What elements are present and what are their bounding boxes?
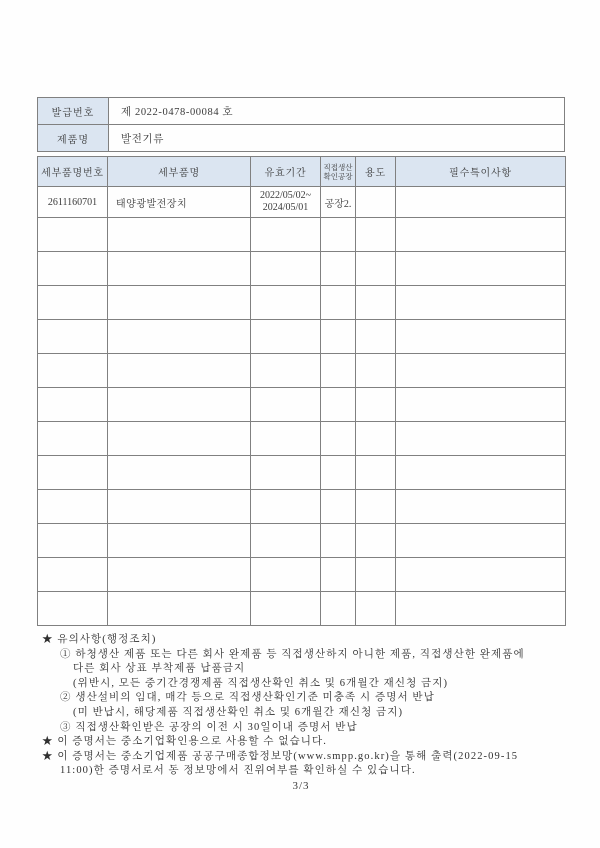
table-data-row xyxy=(38,187,566,218)
product-name-row xyxy=(38,125,565,152)
table-cell-empty xyxy=(108,592,251,626)
table-cell-empty xyxy=(321,252,356,286)
table-cell-empty xyxy=(38,218,108,252)
table-cell-empty xyxy=(108,354,251,388)
table-cell-empty xyxy=(356,354,396,388)
table-cell-empty xyxy=(108,558,251,592)
table-row-empty xyxy=(38,524,566,558)
note-line: 11:00)한 증명서로서 동 정보망에서 진위여부를 확인하실 수 있습니다. xyxy=(60,765,416,777)
table-cell-empty xyxy=(108,388,251,422)
cell-confirmed-factory: 공장2. xyxy=(321,187,356,218)
table-cell-empty xyxy=(396,422,566,456)
issuance-number-value: 제 2022-0478-00084 호 xyxy=(109,98,565,125)
table-cell-empty xyxy=(321,388,356,422)
table-cell-empty xyxy=(38,388,108,422)
table-cell-empty xyxy=(321,218,356,252)
table-cell-empty xyxy=(38,286,108,320)
table-cell-empty xyxy=(396,354,566,388)
product-detail-table xyxy=(37,156,566,626)
note-line: 다른 회사 상표 부착제품 납품금지 xyxy=(73,663,246,675)
issuance-info-table xyxy=(37,97,565,152)
table-cell-empty xyxy=(396,456,566,490)
table-cell-empty xyxy=(38,524,108,558)
document-body xyxy=(37,97,565,792)
notes-section xyxy=(37,633,565,779)
table-cell-empty xyxy=(321,592,356,626)
table-cell-empty xyxy=(38,558,108,592)
table-cell-empty xyxy=(396,320,566,354)
table-cell-empty xyxy=(251,218,321,252)
table-cell-empty xyxy=(356,490,396,524)
table-cell-empty xyxy=(321,456,356,490)
header-detail-code: 세부품명번호 xyxy=(38,157,108,187)
cell-usage xyxy=(356,187,396,218)
table-row-empty xyxy=(38,456,566,490)
table-row-empty xyxy=(38,490,566,524)
table-cell-empty xyxy=(356,388,396,422)
table-header-row xyxy=(38,157,566,187)
note-line: ★ 유의사항(행정조치) xyxy=(42,634,157,645)
table-cell-empty xyxy=(251,558,321,592)
table-cell-empty xyxy=(321,422,356,456)
note-line: (미 반납시, 해당제품 직접생산확인 취소 및 6개월간 재신청 금지) xyxy=(73,706,404,718)
table-cell-empty xyxy=(356,592,396,626)
table-row-empty xyxy=(38,218,566,252)
table-cell-empty xyxy=(108,218,251,252)
page-number: 3/3 xyxy=(292,779,310,792)
note-line: ① 하청생산 제품 또는 다른 회사 완제품 등 직접생산하지 아니한 제품, 직접생산한 완제품에 xyxy=(60,648,525,660)
note-line: ③ 직접생산확인받은 공장의 이전 시 30일이내 증명서 반납 xyxy=(60,721,358,733)
table-cell-empty xyxy=(321,524,356,558)
table-cell-empty xyxy=(38,490,108,524)
table-cell-empty xyxy=(108,320,251,354)
table-cell-empty xyxy=(251,354,321,388)
header-valid-period: 유효기간 xyxy=(251,157,321,187)
table-row-empty xyxy=(38,592,566,626)
table-cell-empty xyxy=(251,320,321,354)
table-cell-empty xyxy=(321,354,356,388)
table-cell-empty xyxy=(251,252,321,286)
table-cell-empty xyxy=(251,422,321,456)
table-cell-empty xyxy=(108,490,251,524)
table-cell-empty xyxy=(356,456,396,490)
table-row-empty xyxy=(38,422,566,456)
note-line: (위반시, 모든 중기간경쟁제품 직접생산확인 취소 및 6개월간 재신청 금지) xyxy=(73,677,449,689)
table-cell-empty xyxy=(108,286,251,320)
table-cell-empty xyxy=(396,524,566,558)
table-cell-empty xyxy=(251,524,321,558)
table-cell-empty xyxy=(38,354,108,388)
table-cell-empty xyxy=(356,286,396,320)
table-row-empty xyxy=(38,252,566,286)
table-cell-empty xyxy=(356,422,396,456)
table-cell-empty xyxy=(396,218,566,252)
cell-valid-period: 2022/05/02~ 2024/05/01 xyxy=(251,187,321,218)
table-cell-empty xyxy=(38,422,108,456)
header-usage: 용도 xyxy=(356,157,396,187)
note-line: ★ 이 증명서는 중소기업확인용으로 사용할 수 없습니다. xyxy=(42,736,328,748)
product-name-value: 발전기류 xyxy=(109,125,565,152)
table-cell-empty xyxy=(108,252,251,286)
table-row-empty xyxy=(38,286,566,320)
table-cell-empty xyxy=(396,592,566,626)
table-cell-empty xyxy=(38,456,108,490)
table-row-empty xyxy=(38,558,566,592)
table-cell-empty xyxy=(356,252,396,286)
header-confirmed-factory: 직접생산 확인공장 xyxy=(321,157,356,187)
table-cell-empty xyxy=(321,286,356,320)
table-cell-empty xyxy=(321,490,356,524)
table-cell-empty xyxy=(251,490,321,524)
table-cell-empty xyxy=(108,524,251,558)
table-cell-empty xyxy=(396,252,566,286)
note-line: ② 생산설비의 임대, 매각 등으로 직접생산확인기준 미충족 시 증명서 반납 xyxy=(60,692,435,704)
table-cell-empty xyxy=(251,286,321,320)
cell-detail-name: 태양광발전장치 xyxy=(108,187,251,218)
issuance-number-row xyxy=(38,98,565,125)
table-cell-empty xyxy=(321,558,356,592)
table-cell-empty xyxy=(251,388,321,422)
product-name-label: 제품명 xyxy=(38,125,109,152)
table-row-empty xyxy=(38,354,566,388)
issuance-number-label: 발급번호 xyxy=(38,98,109,125)
table-cell-empty xyxy=(356,558,396,592)
cell-special-notes xyxy=(396,187,566,218)
table-cell-empty xyxy=(38,592,108,626)
table-cell-empty xyxy=(356,524,396,558)
table-cell-empty xyxy=(356,320,396,354)
table-cell-empty xyxy=(396,490,566,524)
table-cell-empty xyxy=(108,422,251,456)
table-cell-empty xyxy=(396,558,566,592)
table-row-empty xyxy=(38,320,566,354)
table-cell-empty xyxy=(396,286,566,320)
table-cell-empty xyxy=(251,456,321,490)
note-line: ★ 이 증명서는 중소기업제품 공공구매종합정보망(www.smpp.go.kr)을 통해 출력(2022-09-15 xyxy=(42,750,519,762)
table-cell-empty xyxy=(38,252,108,286)
table-cell-empty xyxy=(251,592,321,626)
header-detail-name: 세부품명 xyxy=(108,157,251,187)
table-cell-empty xyxy=(356,218,396,252)
cell-detail-code: 2611160701 xyxy=(38,187,108,218)
table-cell-empty xyxy=(321,320,356,354)
header-special-notes: 필수특이사항 xyxy=(396,157,566,187)
table-cell-empty xyxy=(38,320,108,354)
table-cell-empty xyxy=(396,388,566,422)
table-row-empty xyxy=(38,388,566,422)
table-cell-empty xyxy=(108,456,251,490)
